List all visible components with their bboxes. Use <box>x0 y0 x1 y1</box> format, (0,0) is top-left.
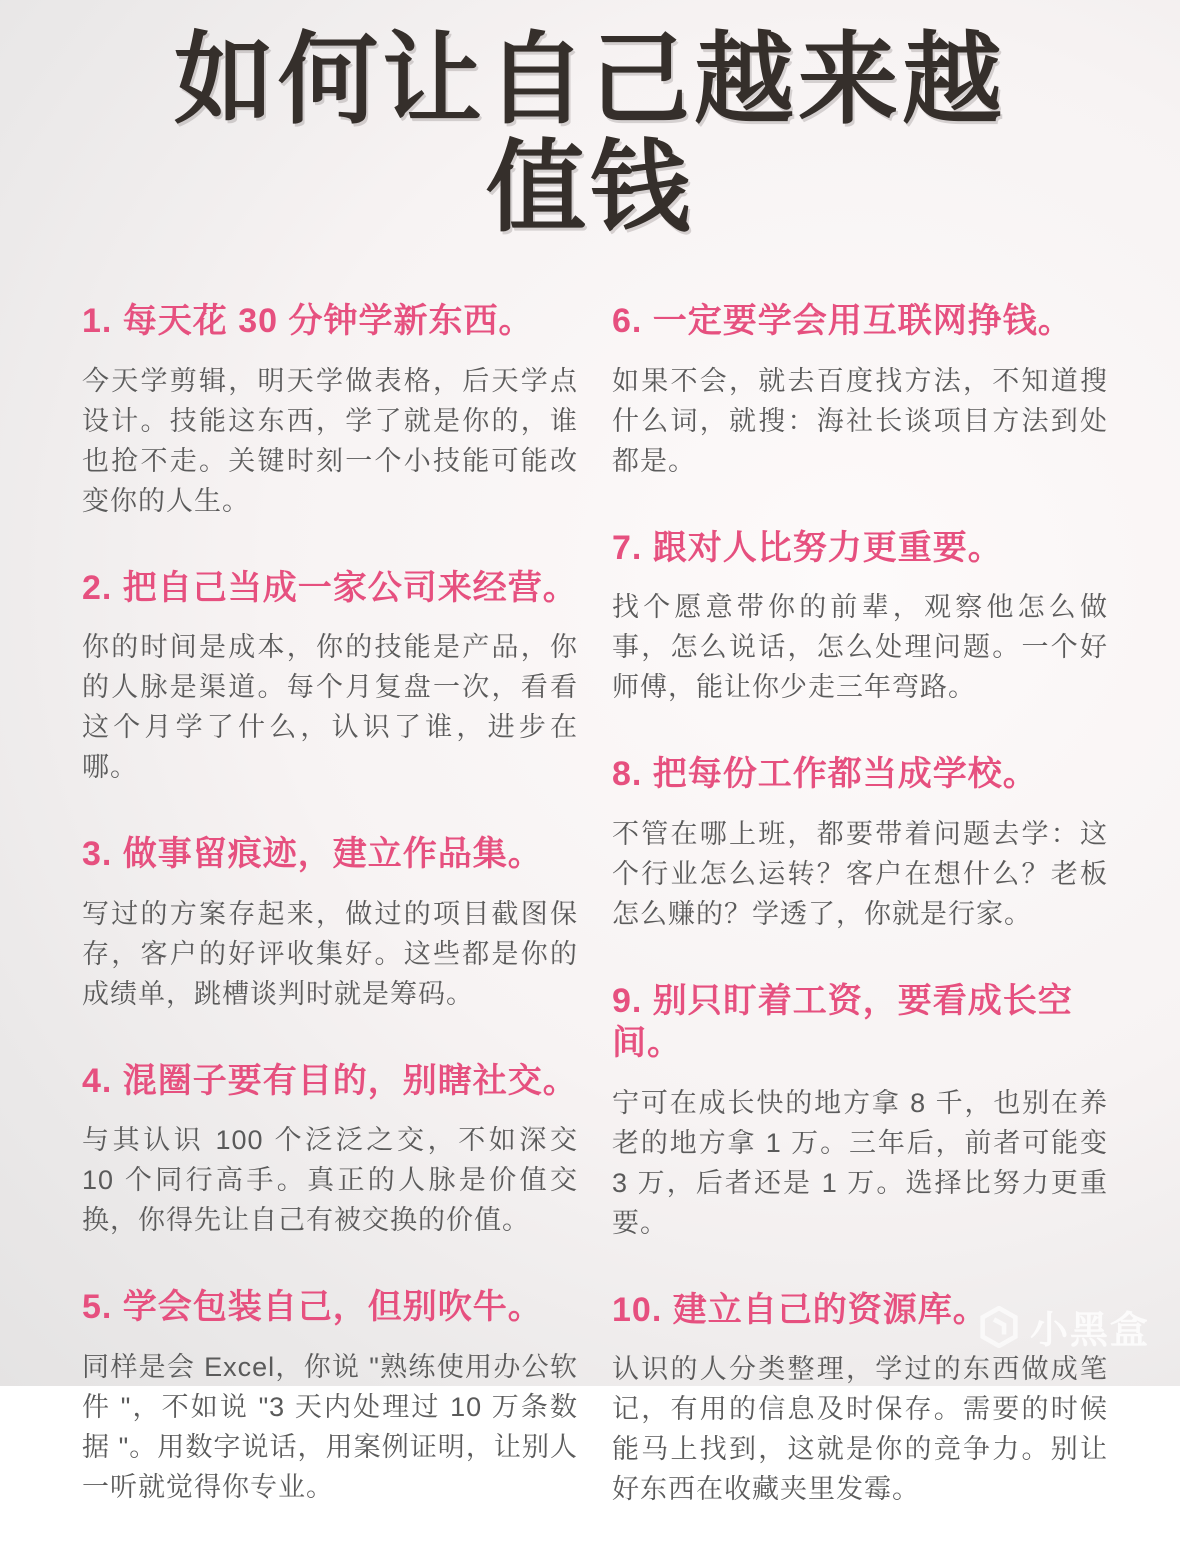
page-title-line2: 值钱 <box>486 132 694 244</box>
tip-body-9: 宁可在成长快的地方拿 8 千，也别在养老的地方拿 1 万。三年后，前者可能变 3 万，后者还是 1 万。选择比努力更重要。 <box>612 1087 1108 1238</box>
tip-body-3: 写过的方案存起来，做过的项目截图保存，客户的好评收集好。这些都是你的成绩单，跳槽谈判时就是筹码。 <box>82 898 578 1009</box>
tip-heading-1: 1. 每天花 30 分钟学新东西。 <box>82 302 534 340</box>
left-column <box>82 300 578 1555</box>
tip-item-3 <box>82 833 578 1014</box>
tip-body-8: 不管在哪上班，都要带着问题去学：这个行业怎么运转？客户在想什么？老板怎么赚的？学透了，你就是行家。 <box>612 818 1108 929</box>
tip-body-4: 与其认识 100 个泛泛之交，不如深交 10 个同行高手。真正的人脉是价值交换，你得先让自己有被交换的价值。 <box>82 1125 578 1235</box>
tip-body-6: 如果不会，就去百度找方法，不知道搜什么词，就搜：海社长谈项目方法到处都是。 <box>612 365 1108 476</box>
tip-heading-6: 6. 一定要学会用互联网挣钱。 <box>612 302 1073 340</box>
tip-item-1 <box>82 300 578 521</box>
tip-item-7 <box>612 527 1108 708</box>
tip-item-6 <box>612 300 1108 481</box>
tip-body-5: 同样是会 Excel，你说 "熟练使用办公软件 "，不如说 "3 天内处理过 10 万条数据 "。用数字说话，用案例证明，让别人一听就觉得你专业。 <box>82 1351 578 1502</box>
tip-item-8 <box>612 753 1108 934</box>
tip-body-10: 认识的人分类整理，学过的东西做成笔记，有用的信息及时保存。需要的时候能马上找到，这就是你的竞争力。别让好东西在收藏夹里发霉。 <box>612 1354 1108 1504</box>
tip-heading-9: 9. 别只盯着工资，要看成长空间。 <box>612 981 1073 1062</box>
page-title-line1: 如何让自己越来越 <box>174 24 1006 136</box>
tip-heading-5: 5. 学会包装自己，但别吹牛。 <box>82 1288 543 1326</box>
watermark <box>978 1299 1150 1354</box>
xiaoheihe-box-logo-icon <box>978 1306 1020 1348</box>
right-column <box>612 300 1108 1555</box>
tip-heading-8: 8. 把每份工作都当成学校。 <box>612 755 1038 793</box>
watermark-label: 小黑盒 <box>1029 1310 1150 1352</box>
tips-columns <box>0 242 1180 1555</box>
tip-item-2 <box>82 567 578 788</box>
tip-heading-7: 7. 跟对人比努力更重要。 <box>612 528 1003 567</box>
tip-heading-10: 10. 建立自己的资源库。 <box>612 1290 988 1329</box>
tip-heading-3: 3. 做事留痕迹，建立作品集。 <box>82 835 543 873</box>
tip-body-7: 找个愿意带你的前辈，观察他怎么做事，怎么说话，怎么处理问题。一个好师傅，能让你少走三年弯路。 <box>612 592 1108 702</box>
page-title <box>0 0 1180 242</box>
tip-item-9 <box>612 980 1108 1243</box>
tip-item-4 <box>82 1060 578 1241</box>
tip-body-1: 今天学剪辑，明天学做表格，后天学点设计。技能这东西，学了就是你的，谁也抢不走。关键时刻一个小技能可能改变你的人生。 <box>82 365 578 516</box>
tip-body-2: 你的时间是成本，你的技能是产品，你的人脉是渠道。每个月复盘一次，看看这个月学了什么，认识了谁，进步在哪。 <box>82 632 578 782</box>
tip-heading-2: 2. 把自己当成一家公司来经营。 <box>82 568 578 607</box>
tip-item-5 <box>82 1286 578 1507</box>
tip-heading-4: 4. 混圈子要有目的，别瞎社交。 <box>82 1061 578 1100</box>
